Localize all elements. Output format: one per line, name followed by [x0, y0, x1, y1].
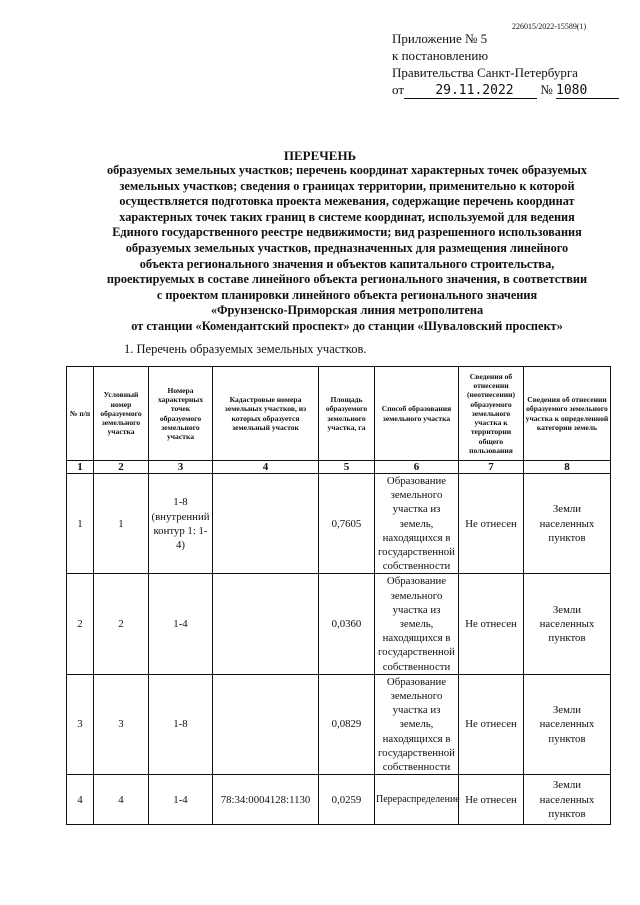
cell-area: 0,0259	[319, 775, 375, 825]
cell-points: 1-4	[149, 775, 213, 825]
cell-method: Перераспределение	[375, 775, 459, 825]
registration-number: 226015/2022-15589(1)	[512, 22, 587, 31]
resolution-number: 1080	[556, 84, 619, 99]
description-line: образуемых земельных участков, предназначенных для размещения линейного	[125, 240, 569, 255]
date-number-line	[392, 81, 619, 99]
description-line: Единого государственного реестре недвижимости; вид разрешенного использования	[112, 225, 582, 240]
land-plots-table	[66, 366, 611, 825]
description-line: с проектом планировки линейного объекта регионального значения	[156, 287, 538, 302]
cell-cadastral	[213, 574, 319, 674]
cell-index: 2	[67, 574, 94, 674]
cell-public-use: Не отнесен	[459, 574, 524, 674]
cell-index: 1	[67, 474, 94, 574]
cell-public-use: Не отнесен	[459, 775, 524, 825]
government-label: Правительства Санкт-Петербурга	[392, 65, 578, 80]
cell-cadastral	[213, 674, 319, 774]
column-number: 5	[319, 461, 375, 474]
cell-method: Образование земельного участка из земель, находящихся в государственной собственности	[375, 674, 459, 774]
cell-cadastral: 78:34:0004128:1130	[213, 775, 319, 825]
appendix-block	[392, 30, 619, 99]
resolution-label: к постановлению	[392, 48, 489, 63]
cell-plot-number: 3	[94, 674, 149, 774]
cell-method: Образование земельного участка из земель, находящихся в государственной собственности	[375, 574, 459, 674]
cell-category: Земли населенных пунктов	[524, 775, 611, 825]
header-cell: Площадь образуемого земельного участка, га	[319, 367, 375, 461]
table-row	[67, 775, 611, 825]
description-line: осуществляется подготовка проекта межевания, содержащие перечень координат	[119, 194, 575, 209]
description-line: от станции «Комендантский проспект» до станции «Шуваловский проспект»	[131, 318, 563, 333]
number-prefix: №	[540, 82, 553, 97]
cell-plot-number: 2	[94, 574, 149, 674]
appendix-label: Приложение № 5	[392, 31, 488, 46]
header-cell: Кадастровые номера земельных участков, из которых образуется земельный участок	[213, 367, 319, 461]
header-cell: Номера характерных точек образуемого земельного участка	[149, 367, 213, 461]
header-cell: Способ образования земельного участка	[375, 367, 459, 461]
cell-points: 1-4	[149, 574, 213, 674]
cell-category: Земли населенных пунктов	[524, 574, 611, 674]
table-header-row	[67, 367, 611, 461]
cell-area: 0,0829	[319, 674, 375, 774]
cell-category: Земли населенных пунктов	[524, 674, 611, 774]
column-number: 6	[375, 461, 459, 474]
cell-index: 3	[67, 674, 94, 774]
cell-index: 4	[67, 775, 94, 825]
description-line: образуемых земельных участков; перечень координат характерных точек образуемых	[106, 163, 588, 177]
cell-public-use: Не отнесен	[459, 474, 524, 574]
column-number: 3	[149, 461, 213, 474]
cell-cadastral	[213, 474, 319, 574]
table-row	[67, 474, 611, 574]
column-number: 2	[94, 461, 149, 474]
table-row	[67, 674, 611, 774]
column-number: 4	[213, 461, 319, 474]
header-cell: Сведения об отнесении образуемого земельного участка к определенной категории земель	[524, 367, 611, 461]
header-cell: Сведения об отнесении (неотнесении) образуемого земельного участка к территории общего пользования	[459, 367, 524, 461]
header-cell: Условный номер образуемого земельного участка	[94, 367, 149, 461]
resolution-date: 29.11.2022	[404, 84, 537, 99]
cell-plot-number: 1	[94, 474, 149, 574]
column-number: 1	[67, 461, 94, 474]
cell-category: Земли населенных пунктов	[524, 474, 611, 574]
cell-area: 0,0360	[319, 574, 375, 674]
document-title: ПЕРЕЧЕНЬ	[283, 148, 357, 163]
description-line: проектируемых в составе линейного объекта регионального значения, в соответствии	[106, 272, 588, 287]
cell-points: 1-8 (внутренний контур 1: 1-4)	[149, 474, 213, 574]
cell-public-use: Не отнесен	[459, 674, 524, 774]
table-row	[67, 574, 611, 674]
description-line: земельных участков; сведения о границах территории, применительно к которой	[119, 178, 575, 193]
cell-area: 0,7605	[319, 474, 375, 574]
column-number-row	[67, 461, 611, 474]
column-number: 7	[459, 461, 524, 474]
description-line: «Фрунзенско-Приморская линия метрополитена	[210, 303, 484, 318]
section-title: 1. Перечень образуемых земельных участков.	[124, 342, 367, 356]
date-prefix: от	[392, 82, 405, 97]
description-line: характерных точек таких границ в системе координат, используемой для ведения	[119, 209, 575, 224]
cell-plot-number: 4	[94, 775, 149, 825]
cell-method: Образование земельного участка из земель, находящихся в государственной собственности	[375, 474, 459, 574]
column-number: 8	[524, 461, 611, 474]
cell-points: 1-8	[149, 674, 213, 774]
description-line: объекта регионального значения и объектов капитального строительства,	[139, 256, 555, 271]
document-description	[82, 163, 612, 335]
header-cell: № п/п	[67, 367, 94, 461]
